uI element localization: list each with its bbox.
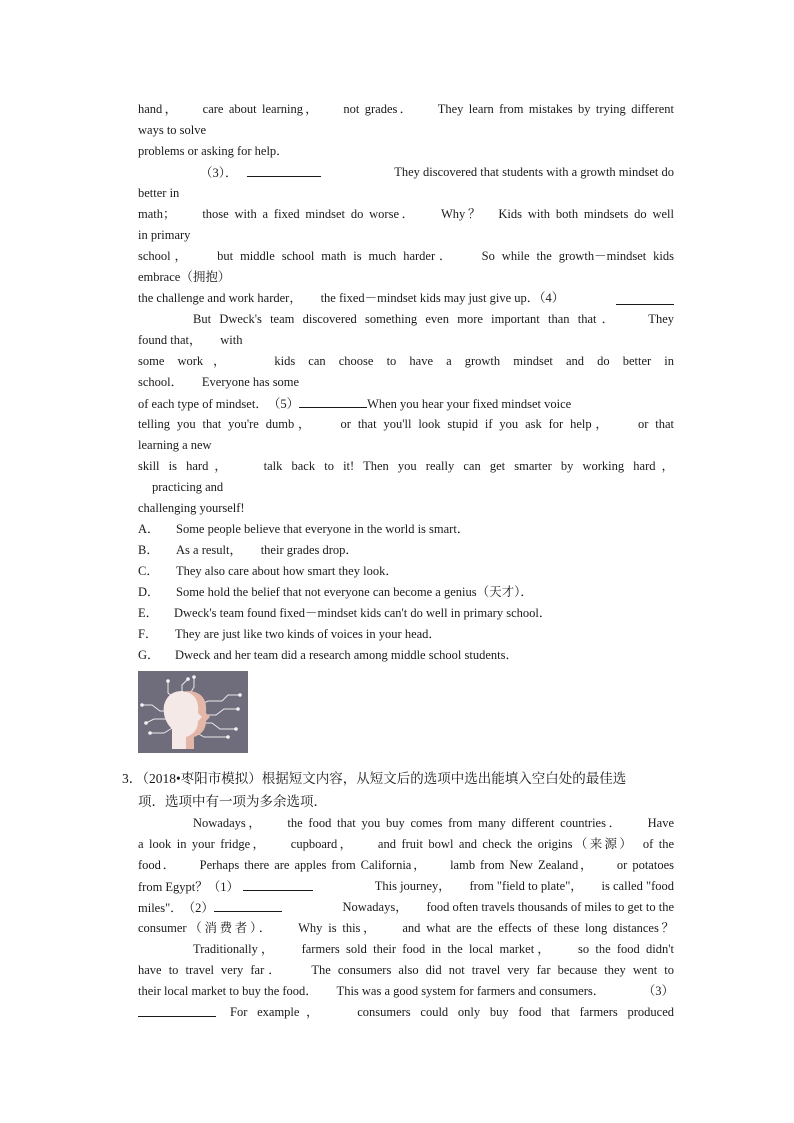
option-g[interactable]	[138, 647, 674, 663]
option-letter: E．	[138, 606, 159, 620]
head-circuit-icon	[138, 671, 248, 753]
blank-number: （3）．	[200, 166, 238, 180]
passage-text: When you hear your fixed mindset voice	[367, 397, 572, 411]
passage-line	[138, 290, 674, 306]
passage-line: in primary	[138, 228, 191, 242]
option-text: Dweck and her team did a research among middle school students．	[175, 648, 518, 662]
option-f[interactable]	[138, 626, 674, 642]
passage-line: ways to solve	[138, 123, 207, 137]
passage-line: hand， care about learning， not grades． They learn from mistakes by trying different	[138, 102, 674, 116]
option-text: Dweck's team found fixed－mindset kids can't do well in primary school．	[174, 606, 552, 620]
passage-line: challenging yourself!	[138, 501, 245, 515]
passage-line: better in	[138, 186, 180, 200]
passage-line: found that， with	[138, 333, 243, 347]
passage-line	[138, 899, 674, 916]
passage-line: embrace（拥抱）	[138, 270, 231, 284]
option-text: As a result， their grades drop．	[176, 543, 358, 557]
blank-number: （3）	[642, 984, 674, 998]
passage-text: Nowadays， food often travels thousands of miles to get to the	[342, 900, 674, 914]
option-a[interactable]	[138, 521, 674, 537]
question-heading: 项．选项中有一项为多余选项．	[138, 794, 327, 809]
passage-line	[138, 164, 674, 181]
passage-line: consumer（消费者）． Why is this， and what are the effects of these long distances？	[138, 921, 674, 935]
passage-text: This journey， from "field to plate"， is called "food	[374, 879, 674, 893]
question-heading: 3．（2018•枣阳市模拟）根据短文内容，从短文后的选项中选出能填入空白处的最佳选	[122, 771, 627, 786]
answer-blank[interactable]	[299, 395, 367, 408]
passage-line: problems or asking for help．	[138, 144, 289, 158]
passage-text: the challenge and work harder， the fixed－mindset kids may just give up．（4）	[138, 291, 565, 305]
passage-line: school， but middle school math is much harder． So while the growth－mindset kids	[138, 249, 674, 263]
passage-line: have to travel very far． The consumers also did not travel very far because they went to	[138, 963, 674, 977]
option-letter: C．	[138, 564, 159, 578]
answer-blank[interactable]	[138, 1004, 216, 1017]
answer-blank[interactable]	[616, 292, 674, 305]
passage-line: food． Perhaps there are apples from California， lamb from New Zealand， or potatoes	[138, 858, 674, 872]
passage-line: some work， kids can choose to have a growth mindset and do better in	[138, 354, 674, 368]
answer-blank[interactable]	[243, 878, 313, 891]
passage-line: school． Everyone has some	[138, 375, 300, 389]
passage-text: from Egypt？（1）	[138, 880, 240, 894]
passage-line: telling you that you're dumb， or that you'll look stupid if you ask for help， or that	[138, 417, 674, 431]
option-letter: A．	[138, 522, 160, 536]
passage-line	[138, 1004, 674, 1021]
passage-text: their local market to buy the food． This was a good system for farmers and consumers．	[138, 984, 606, 998]
answer-blank[interactable]	[247, 164, 321, 177]
option-e[interactable]	[138, 605, 674, 621]
passage-line: practicing and	[152, 480, 224, 494]
passage-line: Nowadays， the food that you buy comes from many different countries． Have	[193, 816, 674, 830]
passage-line	[138, 395, 674, 412]
passage-text: For example， consumers could only buy food that farmers produced	[230, 1005, 674, 1019]
passage-text: They discovered that students with a growth mindset do	[394, 165, 674, 179]
passage-text: of each type of mindset． （5）	[138, 397, 300, 411]
passage-line	[138, 878, 674, 895]
option-b[interactable]	[138, 542, 674, 558]
head-circuit-image	[138, 671, 248, 753]
option-letter: D．	[138, 585, 160, 599]
option-text: Some hold the belief that not everyone can become a genius（天才）．	[176, 585, 533, 599]
option-d[interactable]	[138, 584, 674, 600]
option-text: They also care about how smart they look．	[176, 564, 398, 578]
passage-line: But Dweck's team discovered something even more important than that． They	[193, 312, 674, 326]
option-c[interactable]	[138, 563, 674, 579]
option-text: Some people believe that everyone in the world is smart．	[176, 522, 470, 536]
passage-line: skill is hard， talk back to it! Then you really can get smarter by working hard，	[138, 459, 674, 473]
passage-text: miles"． （2）	[138, 901, 214, 915]
option-text: They are just like two kinds of voices in your head．	[175, 627, 441, 641]
passage-line: math； those with a fixed mindset do worse． Why？ Kids with both mindsets do well	[138, 207, 674, 221]
passage-line	[138, 983, 674, 999]
passage-line: a look in your fridge， cupboard， and fruit bowl and check the origins（来源） of the	[138, 837, 674, 851]
option-letter: B．	[138, 543, 159, 557]
option-letter: F．	[138, 627, 158, 641]
passage-line: learning a new	[138, 438, 212, 452]
passage-line: Traditionally， farmers sold their food in the local market， so the food didn't	[193, 942, 674, 956]
option-letter: G．	[138, 648, 160, 662]
answer-blank[interactable]	[214, 899, 282, 912]
